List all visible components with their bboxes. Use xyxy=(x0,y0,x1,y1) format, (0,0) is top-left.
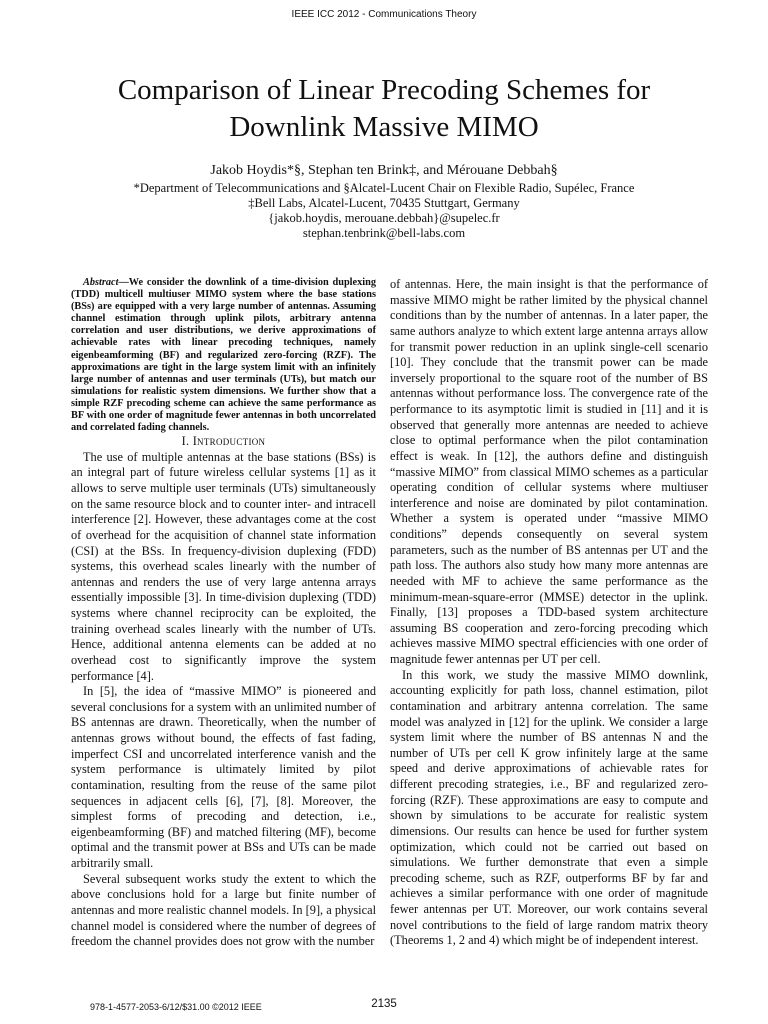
abstract-text: —We consider the downlink of a time-division duplexing (TDD) multicell multiuser MIMO system where the base stations (BSs) are equipped with a very large number of antennas. Assuming channel estimation through uplink pilots, arbitrary antenna correlation and user distributions, we derive approximations of achievable rates with linear precoding techniques, namely eigenbeamforming (BF) and regularized zero-forcing (RZF). The approximations are tight in the large system limit with an infinitely large number of antennas and user terminals (UTs), but match our simulations for realistic system dimensions. We further show that a simple RZF precoding scheme can achieve the same performance as BF with one order of magnitude fewer antennas in both uncorrelated and correlated fading channels. xyxy=(71,277,376,434)
paper-title xyxy=(60,72,708,146)
email-line: stephan.tenbrink@bell-labs.com xyxy=(302,226,466,240)
paragraph: Several subsequent works study the extent to which the above conclusions hold for a large but finite number of antennas and more realistic channel models. In [9], a physical channel model is considered where the number of degrees of freedom the channel provides does not grow with the number xyxy=(71,871,376,949)
right-column xyxy=(390,277,708,949)
section-heading: I. Introduction xyxy=(181,434,266,449)
abstract xyxy=(71,277,376,434)
footer-isbn: 978-1-4577-2053-6/12/$31.00 ©2012 IEEE xyxy=(90,1002,262,1012)
email-line: {jakob.hoydis, merouane.debbah}@supelec.fr xyxy=(268,211,500,225)
left-column xyxy=(71,277,376,950)
author-list: Jakob Hoydis*§, Stephan ten Brink‡, and Mérouane Debbah§ xyxy=(210,163,558,178)
title-line-1: Comparison of Linear Precoding Schemes for xyxy=(117,74,651,106)
paragraph: In this work, we study the massive MIMO downlink, accounting explicitly for path loss, channel estimation, pilot contamination and arbitrary antenna correlation. The same model was analyzed in [12] for the uplink. We consider a large system limit where the number of BS antennas N and the number of UTs per cell K grow infinitely large at the same speed and derive approximations of achievable rates for different precoding strategies, i.e., BF and regularized zero-forcing (RZF). These approximations are easy to compute and shown by simulations to be accurate for realistic system dimensions. Our results can hence be used for further system optimization, which could not be carried out based on simulations. We further demonstrate that even a simple precoding scheme, such as RZF, outperforms BF by far and achieves a similar performance with one order of magnitude fewer antennas per UT. Moreover, our work contains several novel contributions to the field of large random matrix theory (Theorems 1, 2 and 4) which might be of independent interest. xyxy=(390,667,708,948)
running-header: IEEE ICC 2012 - Communications Theory xyxy=(291,9,477,20)
affiliation-line: ‡Bell Labs, Alcatel-Lucent, 70435 Stuttgart, Germany xyxy=(248,196,520,210)
affiliations xyxy=(60,181,708,241)
paragraph: of antennas. Here, the main insight is that the performance of massive MIMO might be rather limited by the physical channel conditions than by the number of antennas. In a later paper, the same authors analyze to which extent large antenna arrays allow for transmit power reduction in an uplink single-cell scenario [10]. They conclude that the transmit power can be made inversely proportional to the square root of the number of BS antennas without performance loss. The convergence rate of the performance to its asymptotic limit is studied in [11] and it is observed that generally more antennas are needed to achieve close to optimal performance when the pilot contamination effect is weak. In [12], the authors define and distinguish “massive MIMO” from classical MIMO schemes as a particular operating condition of cellular systems where multiuser interference and noise are dominated by pilot contamination. Whether a system is operated under “massive MIMO conditions” depends consequently on several system parameters, such as the number of BS antennas per UT and the path loss. The authors also study how many more antennas are needed with MF to achieve the same performance as the minimum-mean-square-error (MMSE) detector in the uplink. Finally, [13] proposes a TDD-based system architecture assuming BS cooperation and zero-forcing precoding which achieves massive MIMO spectral efficiencies with one order of magnitude fewer antennas per UT per cell. xyxy=(390,277,708,666)
affiliation-line: *Department of Telecommunications and §Alcatel-Lucent Chair on Flexible Radio, Supélec, France xyxy=(133,181,635,195)
paragraph: The use of multiple antennas at the base stations (BSs) is an integral part of future wireless cellular systems [1] as it allows to serve multiple user terminals (UTs) simultaneously on the same resource block and to counter inter- and intracell interference [2]. However, these advantages come at the cost of overhead for the acquisition of channel state information (CSI) at the BSs. In frequency-division duplexing (FDD) systems, this overhead scales linearly with the number of antennas and renders the use of very large antenna arrays essentially impossible [3]. In time-division duplexing (TDD) systems where channel reciprocity can be exploited, the training overhead scales linearly with the number of UTs. Hence, additional antenna elements can be added at no overhead cost to significantly improve the system performance [4]. xyxy=(71,449,376,683)
title-line-2: Downlink Massive MIMO xyxy=(229,111,539,143)
page-number: 2135 xyxy=(371,998,397,1010)
paragraph: In [5], the idea of “massive MIMO” is pioneered and several conclusions for a system with an unlimited number of BS antennas are drawn. Theoretically, when the number of antennas grows without bound, the effects of fast fading, imperfect CSI and uncorrelated interference vanish and the system performance is ultimately limited by pilot contamination, resulting from the reuse of the same pilot sequences in adjacent cells [6], [7], [8]. Moreover, the simplest forms of precoding and detection, i.e., eigenbeamforming (BF) and matched filtering (MF), become optimal and the transmit power at BSs and UTs can be made arbitrarily small. xyxy=(71,684,376,871)
abstract-lead: Abstract xyxy=(83,277,119,288)
